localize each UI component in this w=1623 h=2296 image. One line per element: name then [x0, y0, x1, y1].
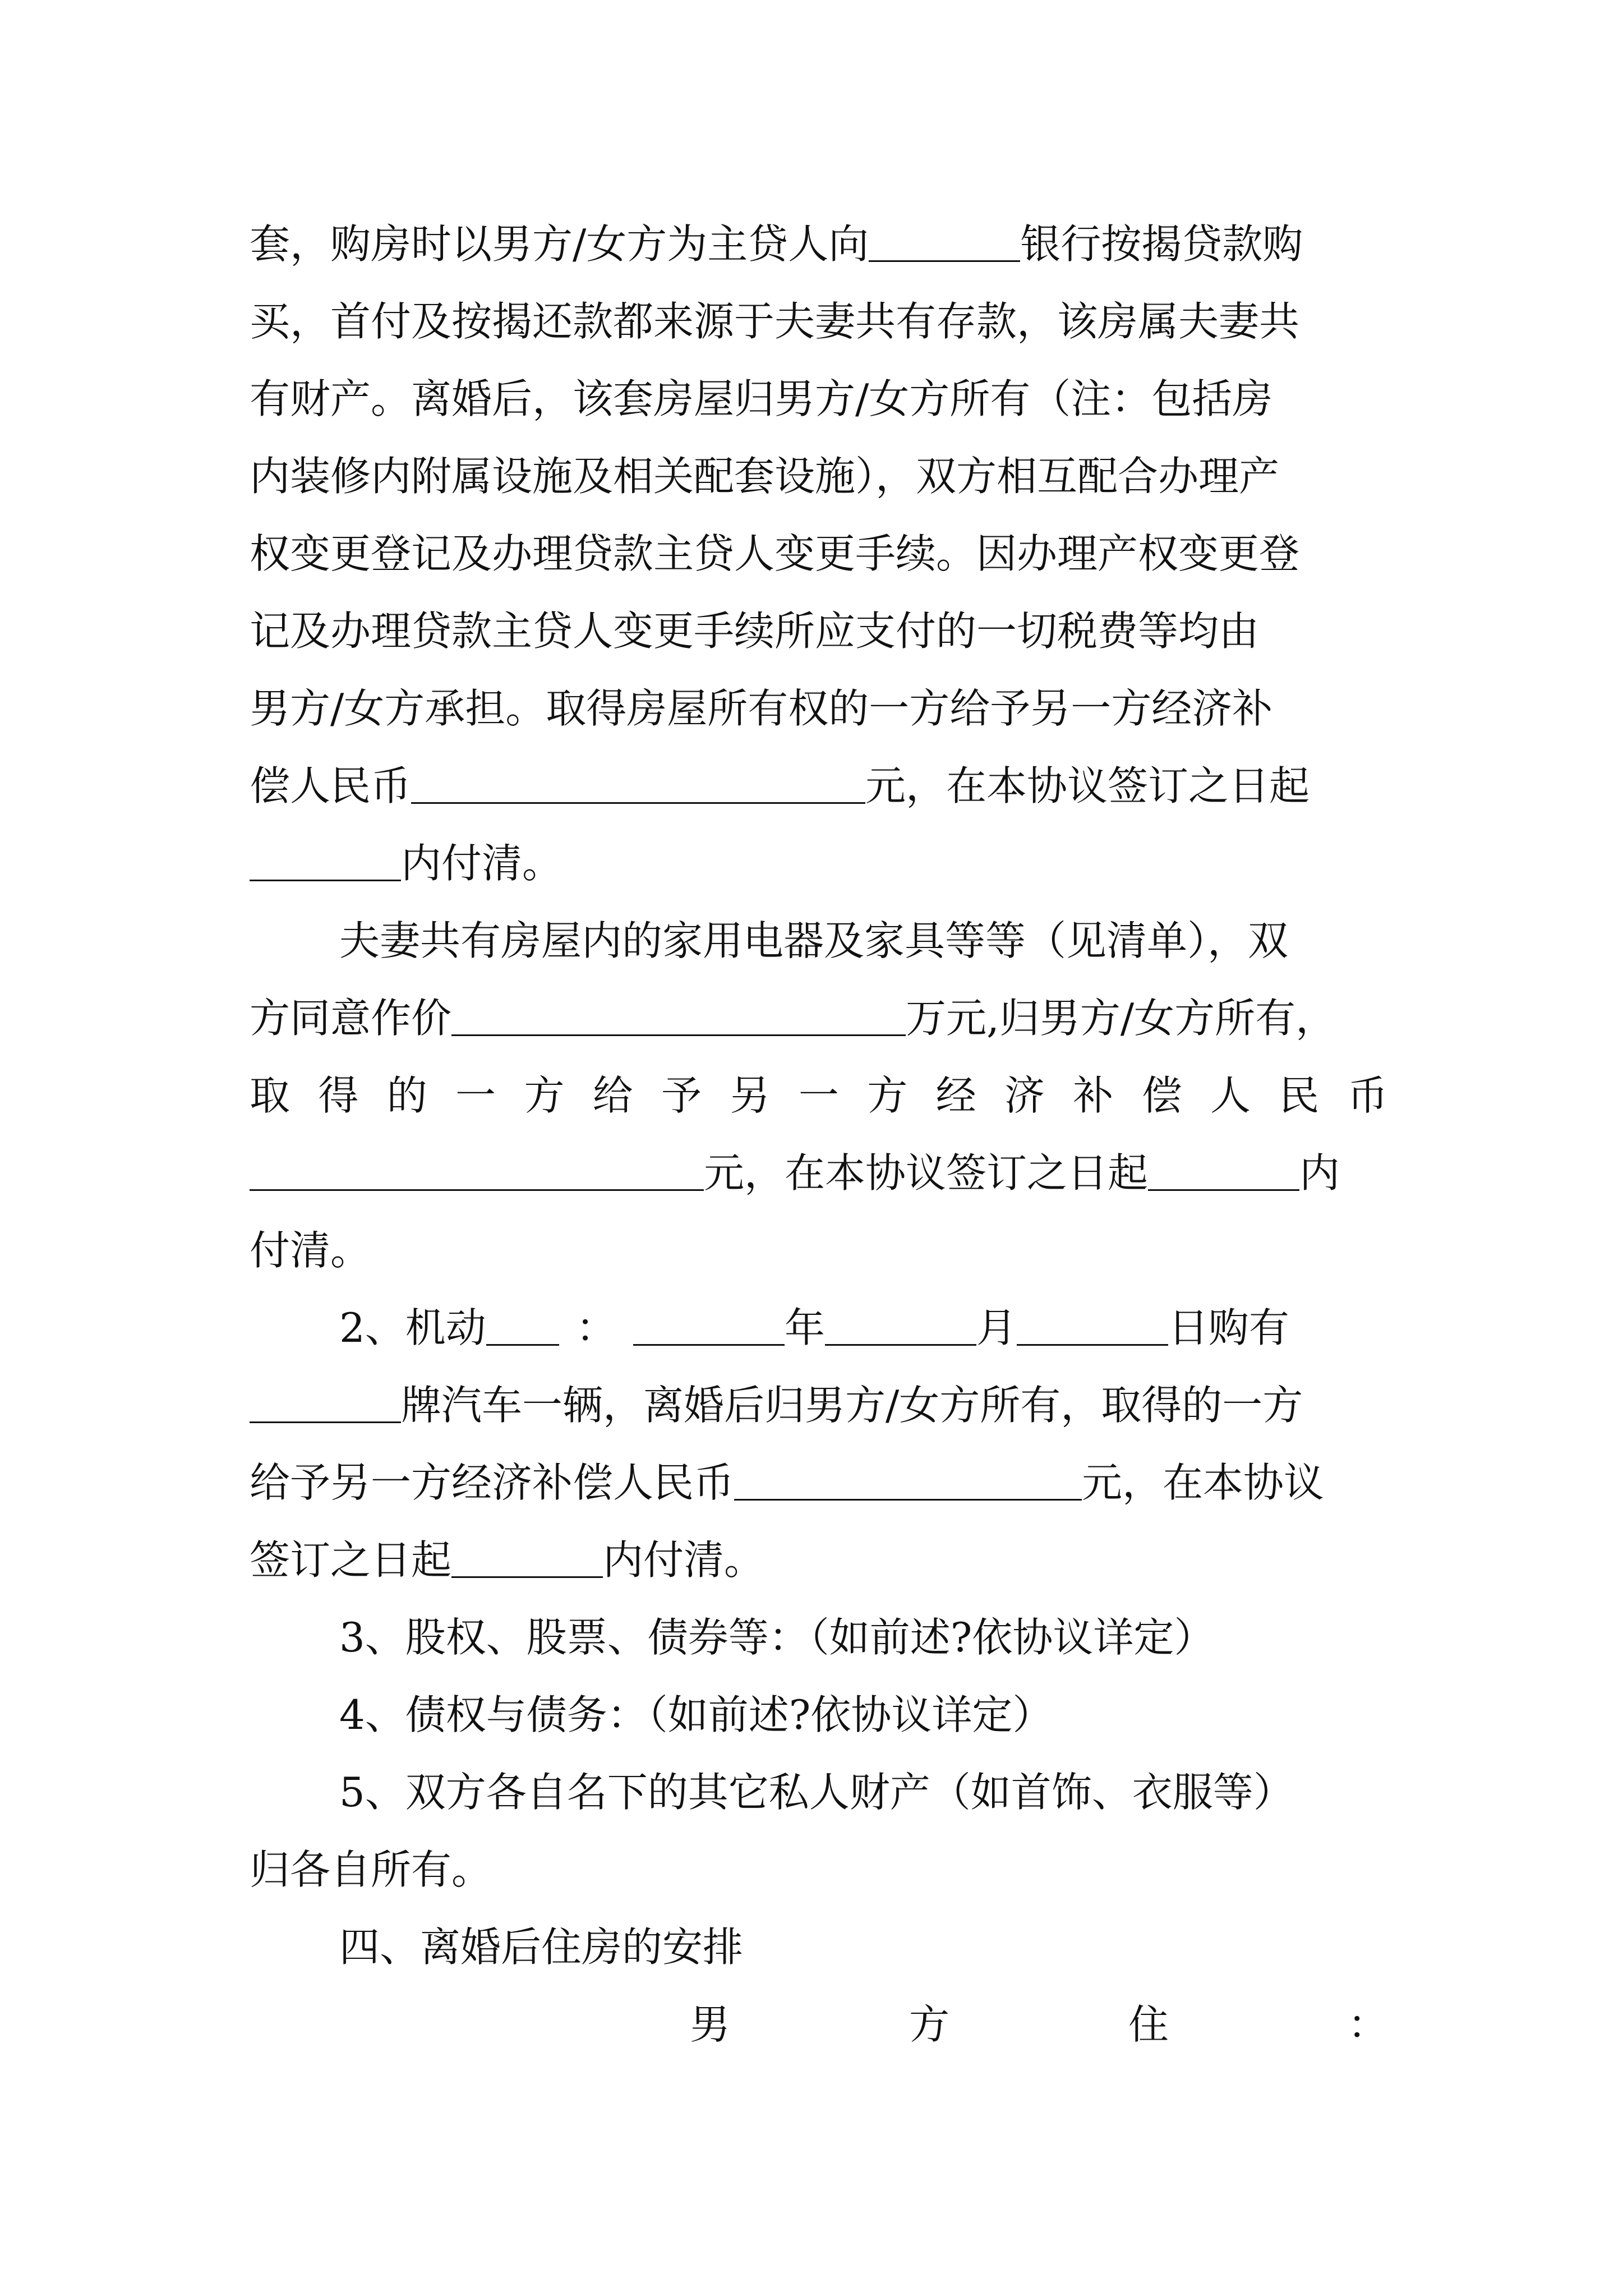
- text-segment: 付清。: [250, 1227, 371, 1274]
- fill-blank: [451, 1576, 603, 1578]
- text-segment: 2、机动: [339, 1304, 486, 1351]
- char: 的: [386, 1072, 427, 1119]
- text-segment: 套，购房时以男方/女方为主贷人向: [250, 220, 869, 268]
- text-segment: 元，在本协议签订之日起: [865, 762, 1310, 809]
- char: 给: [592, 1072, 633, 1119]
- text-segment: 元，在本协议签订之日起: [704, 1149, 1149, 1197]
- text-line-9: [250, 824, 1388, 903]
- text-line-2: [250, 282, 1388, 361]
- text-line-18: [250, 1521, 1388, 1599]
- char: 经: [935, 1072, 976, 1119]
- char: 民: [1279, 1072, 1320, 1119]
- text-segment: 3、股权、股票、债券等：（如前述?依协议详定）: [339, 1614, 1215, 1661]
- fill-blank: [411, 802, 865, 804]
- text-line-3: [250, 360, 1388, 438]
- text-line-11: [250, 979, 1388, 1057]
- text-segment: 买，首付及按揭还款都来源于夫妻共有存款，该房属夫妻共: [250, 298, 1300, 345]
- text-segment: 银行按揭贷款购: [1020, 220, 1303, 268]
- char: 方: [524, 1072, 565, 1119]
- text-segment: 牌汽车一辆，离婚后归男方/女方所有，取得的一方: [401, 1382, 1303, 1429]
- text-line-19: [250, 1598, 1388, 1677]
- text-line-17: [250, 1443, 1388, 1522]
- text-segment: 内付清。: [603, 1536, 765, 1584]
- char: 取: [250, 1072, 291, 1119]
- text-segment: 偿人民币: [250, 762, 412, 809]
- text-segment: 万元,归男方/女方所有，: [906, 995, 1336, 1042]
- char: 币: [1347, 1072, 1388, 1119]
- text-segment: 记及办理贷款主贷人变更手续所应支付的一切税费等均由: [250, 608, 1260, 655]
- text-segment: 签订之日起: [250, 1536, 452, 1584]
- char: 济: [1004, 1072, 1045, 1119]
- char: 偿: [1141, 1072, 1182, 1119]
- text-segment: 有财产。离婚后，该套房屋归男方/女方所有（注：包括房: [250, 375, 1273, 422]
- text-line-16: [250, 1366, 1388, 1444]
- text-line-7: [250, 669, 1388, 748]
- fill-blank: [734, 1499, 1082, 1501]
- text-line-4: [250, 437, 1388, 516]
- text-segment: 4、债权与债务：（如前述?依协议详定）: [339, 1691, 1053, 1738]
- text-segment: ：: [575, 1304, 616, 1351]
- fill-blank: [1017, 1344, 1168, 1346]
- fill-blank: [486, 1344, 559, 1346]
- text-segment: 5、双方各自名下的其它私人财产（如首饰、衣服等）: [339, 1769, 1294, 1816]
- char: 一: [455, 1072, 496, 1119]
- fill-blank: [250, 1421, 401, 1423]
- fill-blank: [825, 1344, 976, 1346]
- char: 人: [1210, 1072, 1251, 1119]
- text-segment: 元，在本协议: [1082, 1459, 1325, 1506]
- fill-blank: [250, 1189, 704, 1191]
- char: 男: [690, 2001, 731, 2048]
- char: 另: [730, 1072, 771, 1119]
- text-segment: 归各自所有。: [250, 1846, 492, 1893]
- text-line-14: [250, 1211, 1388, 1290]
- text-line-21: [250, 1753, 1388, 1832]
- text-line-10: [250, 901, 1388, 980]
- text-line-1: [250, 205, 1388, 283]
- char: 住: [1128, 2001, 1169, 2048]
- text-segment: 内装修内附属设施及相关配套设施），双方相互配合办理产: [250, 453, 1280, 500]
- fill-blank: [250, 880, 401, 881]
- text-segment: 内: [1299, 1149, 1340, 1197]
- text-line-22: [250, 1830, 1388, 1909]
- text-segment: 年: [784, 1304, 825, 1351]
- text-segment: 四、离婚后住房的安排: [339, 1924, 744, 1971]
- char: 得: [318, 1072, 359, 1119]
- text-segment: 给予另一方经济补偿人民币: [250, 1459, 735, 1506]
- text-segment: 方同意作价: [250, 995, 452, 1042]
- text-line-13: [250, 1134, 1388, 1212]
- text-segment: 内付清。: [401, 840, 563, 887]
- text-line-15: [250, 1289, 1388, 1367]
- section-heading: [250, 1908, 1388, 1986]
- char: 补: [1073, 1072, 1114, 1119]
- fill-blank: [633, 1344, 785, 1346]
- text-segment: 权变更登记及办理贷款主贷人变更手续。因办理产权变更登: [250, 530, 1300, 577]
- text-line-12: [250, 1056, 1388, 1135]
- text-line-8: [250, 747, 1388, 825]
- text-segment: 夫妻共有房屋内的家用电器及家具等等（见清单），双: [339, 917, 1289, 964]
- text-line-6: [250, 592, 1388, 670]
- text-line-5: [250, 514, 1388, 593]
- fill-blank: [1148, 1189, 1299, 1191]
- text-line-20: [250, 1676, 1388, 1754]
- text-segment: 男方/女方承担。取得房屋所有权的一方给予另一方经济补: [250, 685, 1273, 732]
- text-segment: 月: [976, 1304, 1017, 1351]
- char: 方: [909, 2001, 949, 2048]
- text-segment: 日购有: [1168, 1304, 1289, 1351]
- fill-blank: [869, 260, 1020, 262]
- fill-blank: [451, 1034, 906, 1036]
- char: 一: [798, 1072, 839, 1119]
- char: 方: [867, 1072, 908, 1119]
- char: ：: [1347, 2001, 1388, 2048]
- char: 予: [661, 1072, 702, 1119]
- text-line-24: [690, 1985, 1388, 2064]
